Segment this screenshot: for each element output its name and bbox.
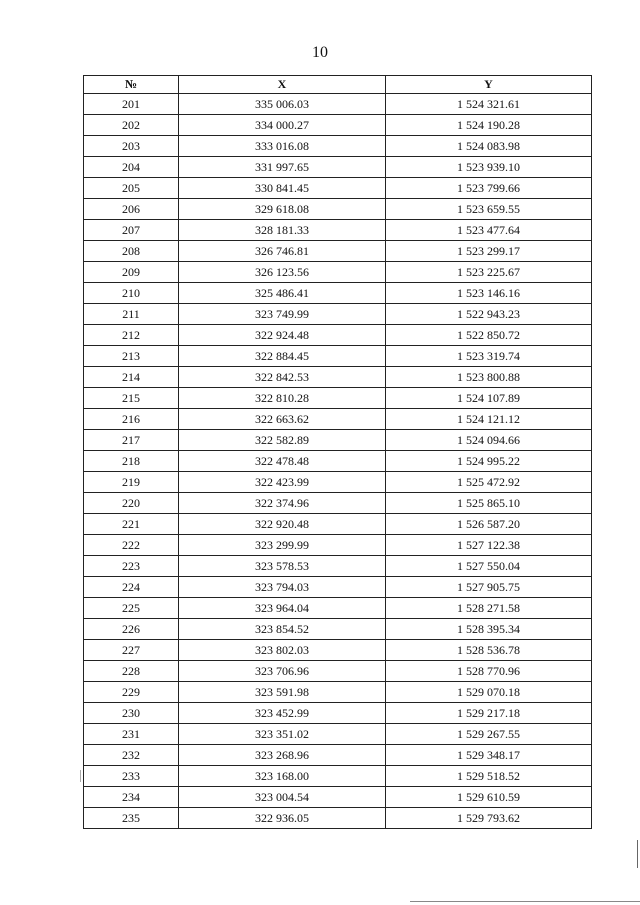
cell-x: 322 374.96 bbox=[179, 493, 386, 514]
cell-number: 230 bbox=[84, 703, 179, 724]
cell-x: 335 006.03 bbox=[179, 94, 386, 115]
scan-edge-line bbox=[637, 840, 638, 868]
cell-number: 215 bbox=[84, 388, 179, 409]
cell-x: 322 663.62 bbox=[179, 409, 386, 430]
cell-x: 323 964.04 bbox=[179, 598, 386, 619]
table-row bbox=[84, 766, 592, 787]
table-row bbox=[84, 346, 592, 367]
cell-x: 326 746.81 bbox=[179, 241, 386, 262]
cell-number: 203 bbox=[84, 136, 179, 157]
cell-x: 330 841.45 bbox=[179, 178, 386, 199]
table-row bbox=[84, 808, 592, 829]
cell-y: 1 523 939.10 bbox=[386, 157, 592, 178]
cell-x: 323 794.03 bbox=[179, 577, 386, 598]
cell-number: 220 bbox=[84, 493, 179, 514]
table-row bbox=[84, 430, 592, 451]
cell-number: 221 bbox=[84, 514, 179, 535]
cell-number: 224 bbox=[84, 577, 179, 598]
header-number: № bbox=[84, 76, 179, 94]
table-row bbox=[84, 472, 592, 493]
cell-number: 225 bbox=[84, 598, 179, 619]
table-row bbox=[84, 724, 592, 745]
cell-y: 1 524 995.22 bbox=[386, 451, 592, 472]
coordinates-table bbox=[83, 75, 592, 829]
cell-number: 204 bbox=[84, 157, 179, 178]
cell-x: 323 452.99 bbox=[179, 703, 386, 724]
cell-number: 233 bbox=[84, 766, 179, 787]
cell-x: 323 004.54 bbox=[179, 787, 386, 808]
table-row bbox=[84, 115, 592, 136]
cell-x: 322 920.48 bbox=[179, 514, 386, 535]
cell-number: 208 bbox=[84, 241, 179, 262]
cell-number: 235 bbox=[84, 808, 179, 829]
cell-y: 1 527 122.38 bbox=[386, 535, 592, 556]
cell-number: 207 bbox=[84, 220, 179, 241]
cell-x: 323 299.99 bbox=[179, 535, 386, 556]
cell-y: 1 529 267.55 bbox=[386, 724, 592, 745]
cell-y: 1 528 770.96 bbox=[386, 661, 592, 682]
cell-x: 322 478.48 bbox=[179, 451, 386, 472]
cell-x: 323 168.00 bbox=[179, 766, 386, 787]
table-row bbox=[84, 745, 592, 766]
cell-x: 322 924.48 bbox=[179, 325, 386, 346]
cell-x: 323 591.98 bbox=[179, 682, 386, 703]
table-row bbox=[84, 619, 592, 640]
cell-y: 1 528 536.78 bbox=[386, 640, 592, 661]
cell-y: 1 529 610.59 bbox=[386, 787, 592, 808]
table-row bbox=[84, 703, 592, 724]
cell-x: 323 351.02 bbox=[179, 724, 386, 745]
cell-y: 1 525 865.10 bbox=[386, 493, 592, 514]
table-row bbox=[84, 556, 592, 577]
cell-x: 322 582.89 bbox=[179, 430, 386, 451]
cell-y: 1 526 587.20 bbox=[386, 514, 592, 535]
cell-number: 218 bbox=[84, 451, 179, 472]
scan-edge-line bbox=[410, 901, 640, 902]
cell-number: 219 bbox=[84, 472, 179, 493]
cell-y: 1 523 319.74 bbox=[386, 346, 592, 367]
table-row bbox=[84, 136, 592, 157]
cell-y: 1 527 550.04 bbox=[386, 556, 592, 577]
table-row bbox=[84, 199, 592, 220]
table-row bbox=[84, 283, 592, 304]
cell-x: 322 884.45 bbox=[179, 346, 386, 367]
cell-number: 211 bbox=[84, 304, 179, 325]
cell-y: 1 527 905.75 bbox=[386, 577, 592, 598]
cell-y: 1 523 800.88 bbox=[386, 367, 592, 388]
cell-y: 1 524 107.89 bbox=[386, 388, 592, 409]
cell-x: 333 016.08 bbox=[179, 136, 386, 157]
table-row bbox=[84, 325, 592, 346]
table-row bbox=[84, 493, 592, 514]
cell-x: 323 802.03 bbox=[179, 640, 386, 661]
table-row bbox=[84, 388, 592, 409]
cell-number: 223 bbox=[84, 556, 179, 577]
cell-y: 1 528 271.58 bbox=[386, 598, 592, 619]
table-row bbox=[84, 514, 592, 535]
cell-number: 231 bbox=[84, 724, 179, 745]
cell-x: 328 181.33 bbox=[179, 220, 386, 241]
table-header-row bbox=[84, 76, 592, 94]
table-row bbox=[84, 94, 592, 115]
cell-y: 1 522 943.23 bbox=[386, 304, 592, 325]
table-row bbox=[84, 661, 592, 682]
cell-y: 1 529 070.18 bbox=[386, 682, 592, 703]
table-row bbox=[84, 409, 592, 430]
cell-x: 331 997.65 bbox=[179, 157, 386, 178]
cell-x: 322 842.53 bbox=[179, 367, 386, 388]
page-number: 10 bbox=[312, 44, 328, 61]
cell-number: 201 bbox=[84, 94, 179, 115]
cell-y: 1 523 477.64 bbox=[386, 220, 592, 241]
cell-number: 229 bbox=[84, 682, 179, 703]
cell-number: 209 bbox=[84, 262, 179, 283]
cell-y: 1 523 799.66 bbox=[386, 178, 592, 199]
cell-x: 325 486.41 bbox=[179, 283, 386, 304]
cell-x: 323 854.52 bbox=[179, 619, 386, 640]
cell-y: 1 529 793.62 bbox=[386, 808, 592, 829]
header-x: X bbox=[179, 76, 386, 94]
table-row bbox=[84, 787, 592, 808]
cell-number: 202 bbox=[84, 115, 179, 136]
cell-number: 226 bbox=[84, 619, 179, 640]
table-row bbox=[84, 241, 592, 262]
table-row bbox=[84, 367, 592, 388]
cell-y: 1 523 299.17 bbox=[386, 241, 592, 262]
cell-y: 1 525 472.92 bbox=[386, 472, 592, 493]
table-row bbox=[84, 157, 592, 178]
cell-y: 1 524 121.12 bbox=[386, 409, 592, 430]
cell-number: 212 bbox=[84, 325, 179, 346]
header-y: Y bbox=[386, 76, 592, 94]
cell-y: 1 528 395.34 bbox=[386, 619, 592, 640]
cell-x: 323 749.99 bbox=[179, 304, 386, 325]
cell-x: 329 618.08 bbox=[179, 199, 386, 220]
cell-y: 1 524 321.61 bbox=[386, 94, 592, 115]
cell-number: 228 bbox=[84, 661, 179, 682]
table-row bbox=[84, 262, 592, 283]
cell-x: 334 000.27 bbox=[179, 115, 386, 136]
cell-y: 1 524 083.98 bbox=[386, 136, 592, 157]
cell-number: 210 bbox=[84, 283, 179, 304]
cell-x: 323 578.53 bbox=[179, 556, 386, 577]
table-row bbox=[84, 178, 592, 199]
table-row bbox=[84, 640, 592, 661]
cell-number: 227 bbox=[84, 640, 179, 661]
cell-y: 1 523 146.16 bbox=[386, 283, 592, 304]
cell-y: 1 529 518.52 bbox=[386, 766, 592, 787]
table-row bbox=[84, 577, 592, 598]
cell-number: 234 bbox=[84, 787, 179, 808]
cell-number: 217 bbox=[84, 430, 179, 451]
table-row bbox=[84, 220, 592, 241]
table-row bbox=[84, 535, 592, 556]
cell-x: 326 123.56 bbox=[179, 262, 386, 283]
cell-y: 1 529 348.17 bbox=[386, 745, 592, 766]
table-body bbox=[84, 94, 592, 829]
cell-number: 213 bbox=[84, 346, 179, 367]
cell-number: 206 bbox=[84, 199, 179, 220]
cell-y: 1 523 225.67 bbox=[386, 262, 592, 283]
cell-number: 232 bbox=[84, 745, 179, 766]
cell-number: 205 bbox=[84, 178, 179, 199]
cell-y: 1 522 850.72 bbox=[386, 325, 592, 346]
cell-x: 323 268.96 bbox=[179, 745, 386, 766]
cell-x: 322 936.05 bbox=[179, 808, 386, 829]
cell-y: 1 529 217.18 bbox=[386, 703, 592, 724]
scan-edge-line bbox=[80, 770, 81, 782]
cell-x: 322 423.99 bbox=[179, 472, 386, 493]
table-row bbox=[84, 451, 592, 472]
table-row bbox=[84, 598, 592, 619]
cell-number: 216 bbox=[84, 409, 179, 430]
cell-y: 1 524 190.28 bbox=[386, 115, 592, 136]
cell-number: 214 bbox=[84, 367, 179, 388]
cell-x: 322 810.28 bbox=[179, 388, 386, 409]
table-row bbox=[84, 304, 592, 325]
cell-number: 222 bbox=[84, 535, 179, 556]
cell-y: 1 523 659.55 bbox=[386, 199, 592, 220]
cell-y: 1 524 094.66 bbox=[386, 430, 592, 451]
table-row bbox=[84, 682, 592, 703]
cell-x: 323 706.96 bbox=[179, 661, 386, 682]
